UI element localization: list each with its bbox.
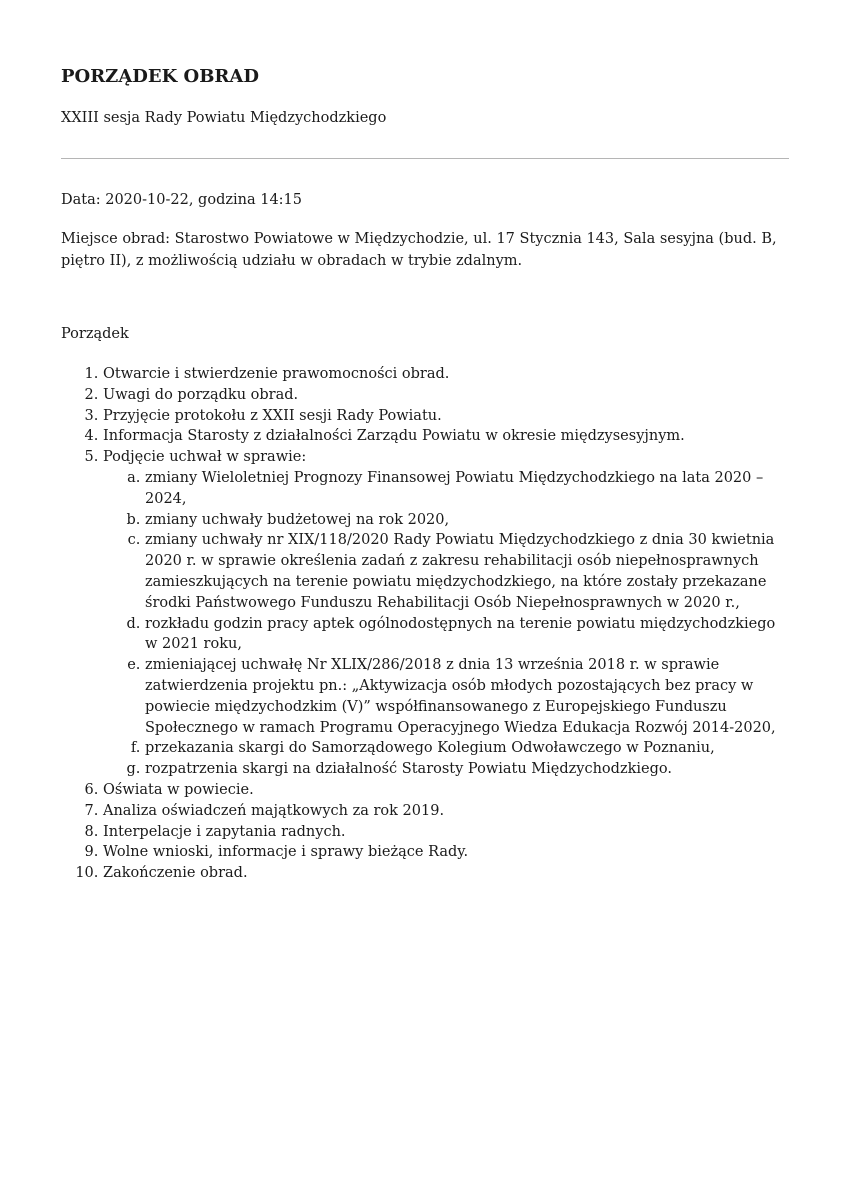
agenda-item-text: Interpelacje i zapytania radnych.	[103, 823, 346, 840]
agenda-item	[103, 406, 789, 427]
agenda-item-text: Przyjęcie protokołu z XXII sesji Rady Powiatu.	[103, 407, 442, 424]
agenda-item-text: Informacja Starosty z działalności Zarządu Powiatu w okresie międzysesyjnym.	[103, 428, 685, 445]
agenda-item-text: Wolne wnioski, informacje i sprawy bieżące Rady.	[103, 844, 469, 861]
agenda-item	[103, 863, 789, 884]
agenda-item-text: Zakończenie obrad.	[103, 865, 248, 882]
resolution-item: e. zmieniającej uchwałę Nr XLIX/286/2018 z dnia 13 września 2018 r. w sprawie zatwierdzenia projektu pn.: „Aktywizacja osób młodych pozostających bez pracy w powiecie międzychodzkim (V)” współfinansowanego z Europejskiego Funduszu Społecznego w ramach Programu Operacyjnego Wiedza Edukacja Rozwój 2014-2020,	[145, 655, 785, 738]
divider	[61, 158, 789, 159]
session-subtitle: XXIII sesja Rady Powiatu Międzychodzkiego	[61, 110, 387, 126]
resolution-item: c. zmiany uchwały nr XIX/118/2020 Rady Powiatu Międzychodzkiego z dnia 30 kwietnia 2020 r. w sprawie określenia zadań z zakresu rehabilitacji osób niepełnosprawnych zamieszkujących na terenie powiatu międzychodzkiego, na które zostały przekazane środki Państwowego Funduszu Rehabilitacji Osób Niepełnosprawnych w 2020 r.,	[145, 530, 785, 613]
agenda-item	[103, 842, 789, 863]
resolutions-list	[103, 468, 785, 780]
session-date: Data: 2020-10-22, godzina 14:15	[61, 192, 303, 208]
agenda-item	[103, 426, 789, 447]
agenda-heading: Porządek	[61, 326, 129, 342]
agenda-item-text: Otwarcie i stwierdzenie prawomocności obrad.	[103, 366, 450, 382]
resolution-item: g. rozpatrzenia skargi na działalność Starosty Powiatu Międzychodzkiego.	[145, 759, 785, 780]
agenda-item	[103, 447, 789, 780]
agenda-item-text: Analiza oświadczeń majątkowych za rok 2019.	[103, 802, 445, 819]
document-title: PORZĄDEK OBRAD	[61, 66, 259, 87]
agenda-item	[103, 385, 789, 406]
agenda-item	[103, 801, 789, 822]
agenda-item-text: Oświata w powiecie.	[103, 781, 254, 798]
agenda-item	[103, 780, 789, 801]
agenda-list	[61, 364, 789, 884]
agenda-item-text: Uwagi do porządku obrad.	[103, 386, 299, 403]
agenda-item-text: Podjęcie uchwał w sprawie:	[103, 449, 307, 466]
agenda-item	[103, 822, 789, 843]
session-place: Miejsce obrad: Starostwo Powiatowe w Międzychodzie, ul. 17 Stycznia 143, Sala sesyjna (bud. B, piętro II), z możliwością udziału w obradach w trybie zdalnym.	[61, 231, 777, 269]
resolution-item: f. przekazania skargi do Samorządowego Kolegium Odwoławczego w Poznaniu,	[145, 738, 785, 759]
resolution-item: b. zmiany uchwały budżetowej na rok 2020,	[145, 510, 785, 531]
resolution-item: d. rozkładu godzin pracy aptek ogólnodostępnych na terenie powiatu międzychodzkiego w 2021 roku,	[145, 614, 785, 656]
agenda-item	[103, 364, 789, 385]
resolution-item: a. zmiany Wieloletniej Prognozy Finansowej Powiatu Międzychodzkiego na lata 2020 – 2024,	[145, 468, 785, 510]
